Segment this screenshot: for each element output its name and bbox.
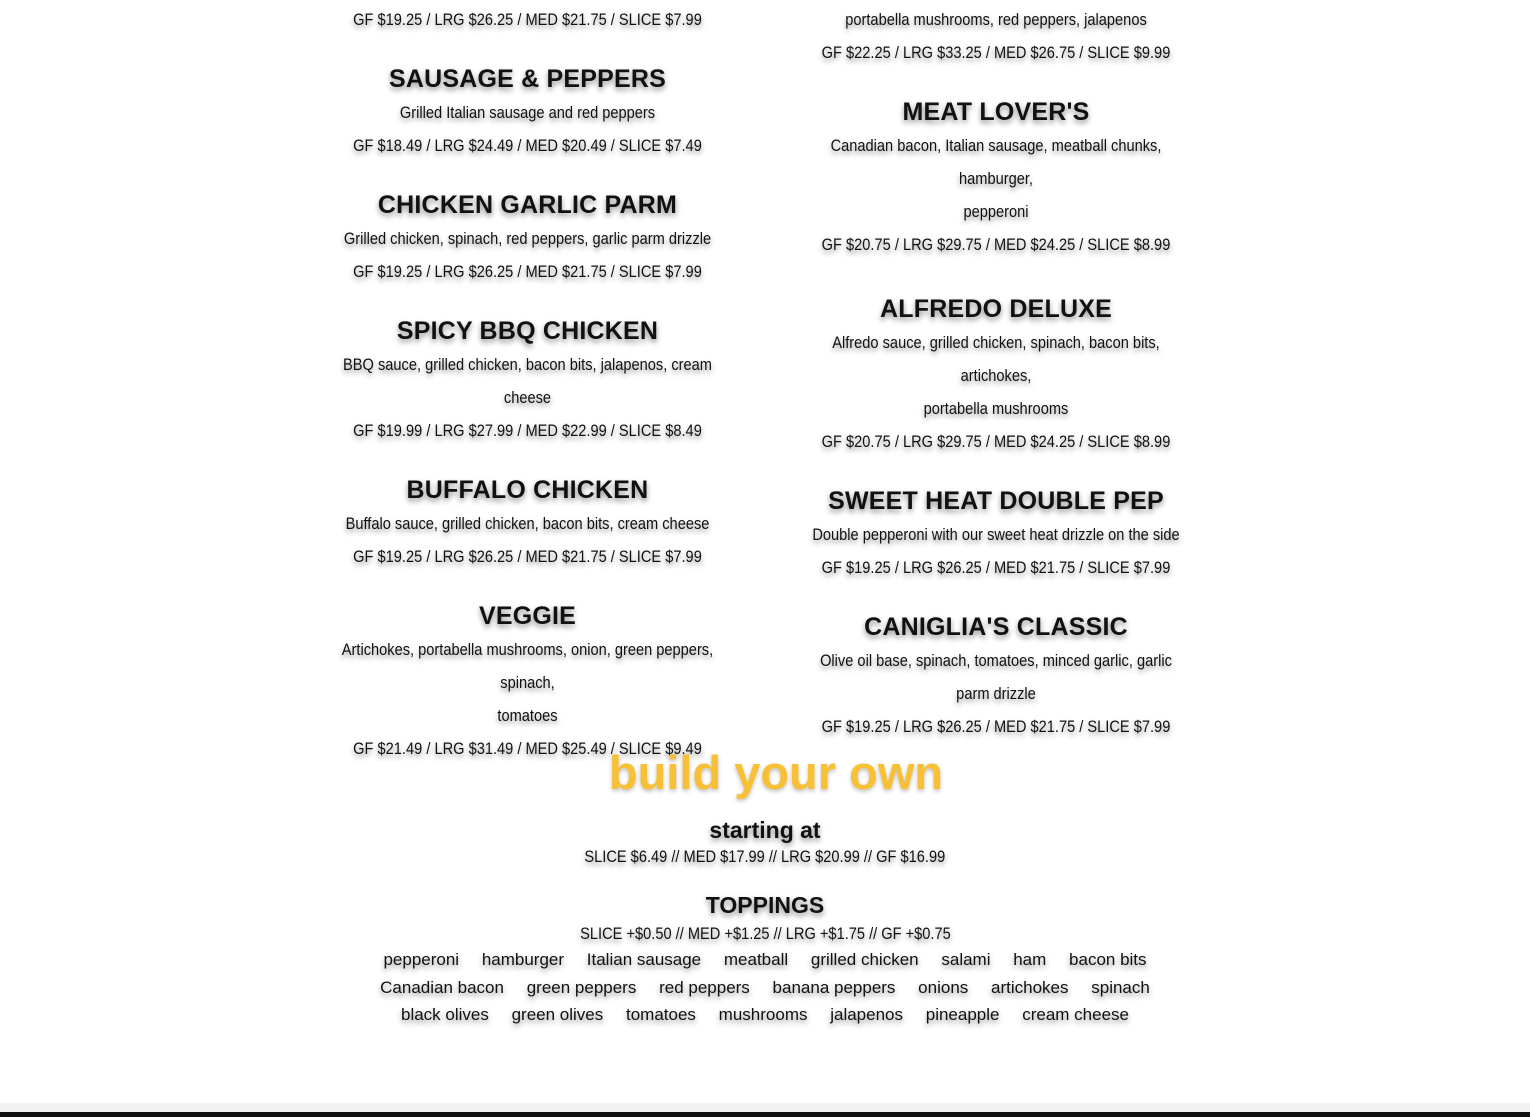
menu-column-right bbox=[770, 3, 1222, 743]
topping-item: red peppers bbox=[659, 977, 750, 997]
topping-item: jalapenos bbox=[830, 1005, 903, 1024]
toppings-list bbox=[355, 946, 1175, 1029]
toppings-price-text: SLICE +$0.50 // MED +$1.25 // LRG +$1.75 // GF +$0.75 bbox=[579, 924, 951, 943]
topping-item: green peppers bbox=[526, 977, 637, 997]
item-description: portabella mushrooms, red peppers, jalapenos bbox=[845, 10, 1147, 29]
item-price: GF $19.25 / LRG $26.25 / MED $21.75 / SLICE $7.99 bbox=[353, 10, 702, 29]
topping-item: spinach bbox=[1091, 977, 1150, 997]
item-description-cont: tomatoes bbox=[497, 706, 558, 725]
item-name: VEGGIE bbox=[478, 602, 577, 630]
item-description: Canadian bacon, Italian sausage, meatball chunks, hamburger, bbox=[830, 136, 1162, 188]
build-your-own-subtitle: starting at bbox=[709, 817, 821, 843]
item-name: CANIGLIA'S CLASSIC bbox=[864, 613, 1128, 641]
item-price: GF $20.75 / LRG $29.75 / MED $24.25 / SLICE $8.99 bbox=[821, 432, 1171, 451]
menu-item bbox=[300, 474, 755, 573]
item-name: MEAT LOVER'S bbox=[902, 98, 1090, 126]
topping-item: pineapple bbox=[925, 1005, 1000, 1024]
toppings-prices bbox=[0, 922, 1530, 946]
topping-item: Italian sausage bbox=[586, 950, 702, 969]
item-price: GF $19.25 / LRG $26.25 / MED $21.75 / SLICE $7.99 bbox=[353, 547, 702, 566]
item-name: SWEET HEAT DOUBLE PEP bbox=[828, 487, 1164, 515]
menu-column-left bbox=[300, 3, 755, 765]
item-description: Olive oil base, spinach, tomatoes, minced garlic, garlic parm drizzle bbox=[820, 651, 1172, 703]
menu-item bbox=[300, 63, 755, 162]
toppings-heading: TOPPINGS bbox=[705, 892, 825, 918]
topping-item: hamburger bbox=[481, 950, 565, 969]
menu-item bbox=[300, 315, 755, 447]
topping-item: meatball bbox=[723, 950, 789, 969]
item-price: GF $19.25 / LRG $26.25 / MED $21.75 / SLICE $7.99 bbox=[821, 717, 1171, 736]
topping-item: Canadian bacon bbox=[380, 977, 504, 997]
build-your-own-heading: build your own bbox=[608, 746, 944, 799]
item-description: BBQ sauce, grilled chicken, bacon bits, jalapenos, cream cheese bbox=[343, 355, 712, 407]
menu-item bbox=[770, 3, 1222, 69]
item-description: Alfredo sauce, grilled chicken, spinach, bacon bits, artichokes, bbox=[832, 333, 1160, 385]
item-description: Double pepperoni with our sweet heat drizzle on the side bbox=[812, 525, 1180, 544]
topping-item: salami bbox=[941, 950, 991, 969]
item-description-cont: portabella mushrooms bbox=[923, 399, 1069, 418]
topping-item: bacon bits bbox=[1069, 950, 1147, 969]
item-description: Buffalo sauce, grilled chicken, bacon bits, cream cheese bbox=[345, 514, 710, 533]
topping-item: onions bbox=[918, 977, 969, 997]
topping-item: tomatoes bbox=[626, 1005, 696, 1024]
build-your-own-price-text: SLICE $6.49 // MED $17.99 // LRG $20.99 // GF $16.99 bbox=[584, 847, 946, 866]
topping-item: mushrooms bbox=[718, 1005, 808, 1024]
menu-item bbox=[770, 293, 1222, 458]
item-price: GF $22.25 / LRG $33.25 / MED $26.75 / SLICE $9.99 bbox=[821, 43, 1171, 62]
menu-item bbox=[300, 3, 755, 36]
item-price: GF $20.75 / LRG $29.75 / MED $24.25 / SLICE $8.99 bbox=[821, 235, 1171, 254]
item-price: GF $21.49 / LRG $31.49 / MED $25.49 / SLICE $9.49 bbox=[353, 739, 702, 758]
topping-item: green olives bbox=[511, 1005, 604, 1024]
build-your-own-prices bbox=[0, 845, 1530, 869]
topping-item: banana peppers bbox=[772, 977, 896, 997]
item-description: Grilled chicken, spinach, red peppers, garlic parm drizzle bbox=[343, 229, 712, 248]
item-price: GF $19.25 / LRG $26.25 / MED $21.75 / SLICE $7.99 bbox=[353, 262, 702, 281]
item-name: SPICY BBQ CHICKEN bbox=[396, 317, 659, 345]
footer-divider bbox=[0, 1112, 1530, 1117]
menu-item bbox=[300, 189, 755, 288]
item-name: ALFREDO DELUXE bbox=[880, 295, 1112, 323]
item-price: GF $19.99 / LRG $27.99 / MED $22.99 / SLICE $8.49 bbox=[353, 421, 702, 440]
topping-item: artichokes bbox=[991, 977, 1069, 997]
item-price: GF $19.25 / LRG $26.25 / MED $21.75 / SLICE $7.99 bbox=[821, 558, 1171, 577]
item-description-cont: pepperoni bbox=[963, 202, 1029, 221]
menu-item bbox=[770, 96, 1222, 261]
topping-item: cream cheese bbox=[1022, 1005, 1129, 1024]
topping-item: grilled chicken bbox=[810, 950, 919, 969]
item-description: Grilled Italian sausage and red peppers bbox=[399, 103, 656, 122]
item-description: Artichokes, portabella mushrooms, onion, green peppers, spinach, bbox=[341, 640, 714, 692]
menu-item bbox=[770, 485, 1222, 584]
topping-item: pepperoni bbox=[383, 950, 460, 969]
topping-item: black olives bbox=[400, 1005, 489, 1024]
item-name: CHICKEN GARLIC PARM bbox=[377, 191, 678, 219]
topping-item: ham bbox=[1013, 950, 1047, 969]
item-price: GF $18.49 / LRG $24.49 / MED $20.49 / SLICE $7.49 bbox=[353, 136, 702, 155]
menu-item bbox=[300, 600, 755, 765]
menu-item bbox=[770, 611, 1222, 743]
item-name: SAUSAGE & PEPPERS bbox=[388, 65, 667, 93]
item-name: BUFFALO CHICKEN bbox=[406, 476, 649, 504]
